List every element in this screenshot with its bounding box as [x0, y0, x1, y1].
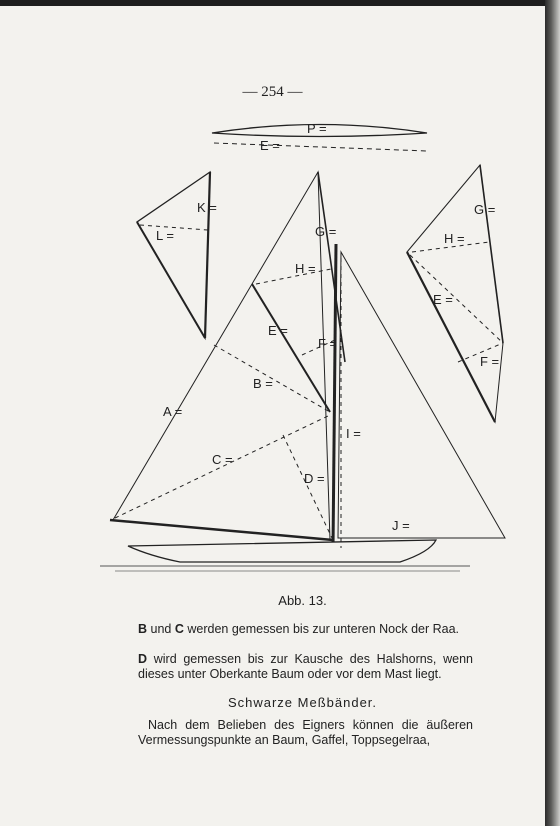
- paragraph-d: [138, 652, 473, 682]
- label-f-right: F =: [480, 354, 500, 369]
- bold-c: C: [174, 622, 184, 636]
- label-d: D =: [304, 471, 325, 486]
- figure-caption: Abb. 13.: [278, 593, 327, 608]
- label-b: B =: [253, 376, 273, 391]
- gaff-sail-diagram: [407, 165, 503, 422]
- paragraph-b-c-text: werden gemessen bis zur unteren Nock der Raa.: [183, 622, 460, 636]
- label-p: P =: [307, 121, 327, 136]
- label-e-top: E =: [260, 138, 280, 153]
- spar-diagram: [212, 121, 427, 153]
- text-und: und: [147, 622, 175, 636]
- section-heading: Schwarze Meßbänder.: [227, 695, 378, 710]
- label-k: K =: [197, 200, 217, 215]
- book-spine: [545, 0, 560, 826]
- label-h: H =: [295, 261, 316, 276]
- paragraph-d-text: wird gemessen bis zur Kausche des Halshorns, wenn dieses unter Oberkante Baum oder vor dem Mast liegt.: [138, 652, 473, 681]
- page-number: — 254 —: [242, 84, 303, 100]
- label-i: I =: [346, 426, 361, 441]
- bold-b: B: [138, 622, 148, 636]
- label-e: E =: [268, 323, 288, 338]
- label-j: J =: [392, 518, 410, 533]
- paragraph-b-c: [138, 622, 473, 637]
- label-g-right: G =: [474, 202, 496, 217]
- label-g: G =: [315, 224, 337, 239]
- paragraph-owner: Nach dem Belieben des Eigners können die äußeren Vermessungspunkte an Baum, Gaffel, Toppsegelraa,: [138, 718, 473, 747]
- label-h-right: H =: [444, 231, 465, 246]
- bold-d: D: [138, 652, 148, 666]
- label-l: L =: [156, 228, 174, 243]
- label-e-right: E =: [433, 292, 453, 307]
- topsail-diagram: [137, 172, 217, 338]
- label-c: C =: [212, 452, 233, 467]
- label-a: A =: [163, 404, 183, 419]
- label-f: F =: [318, 336, 338, 351]
